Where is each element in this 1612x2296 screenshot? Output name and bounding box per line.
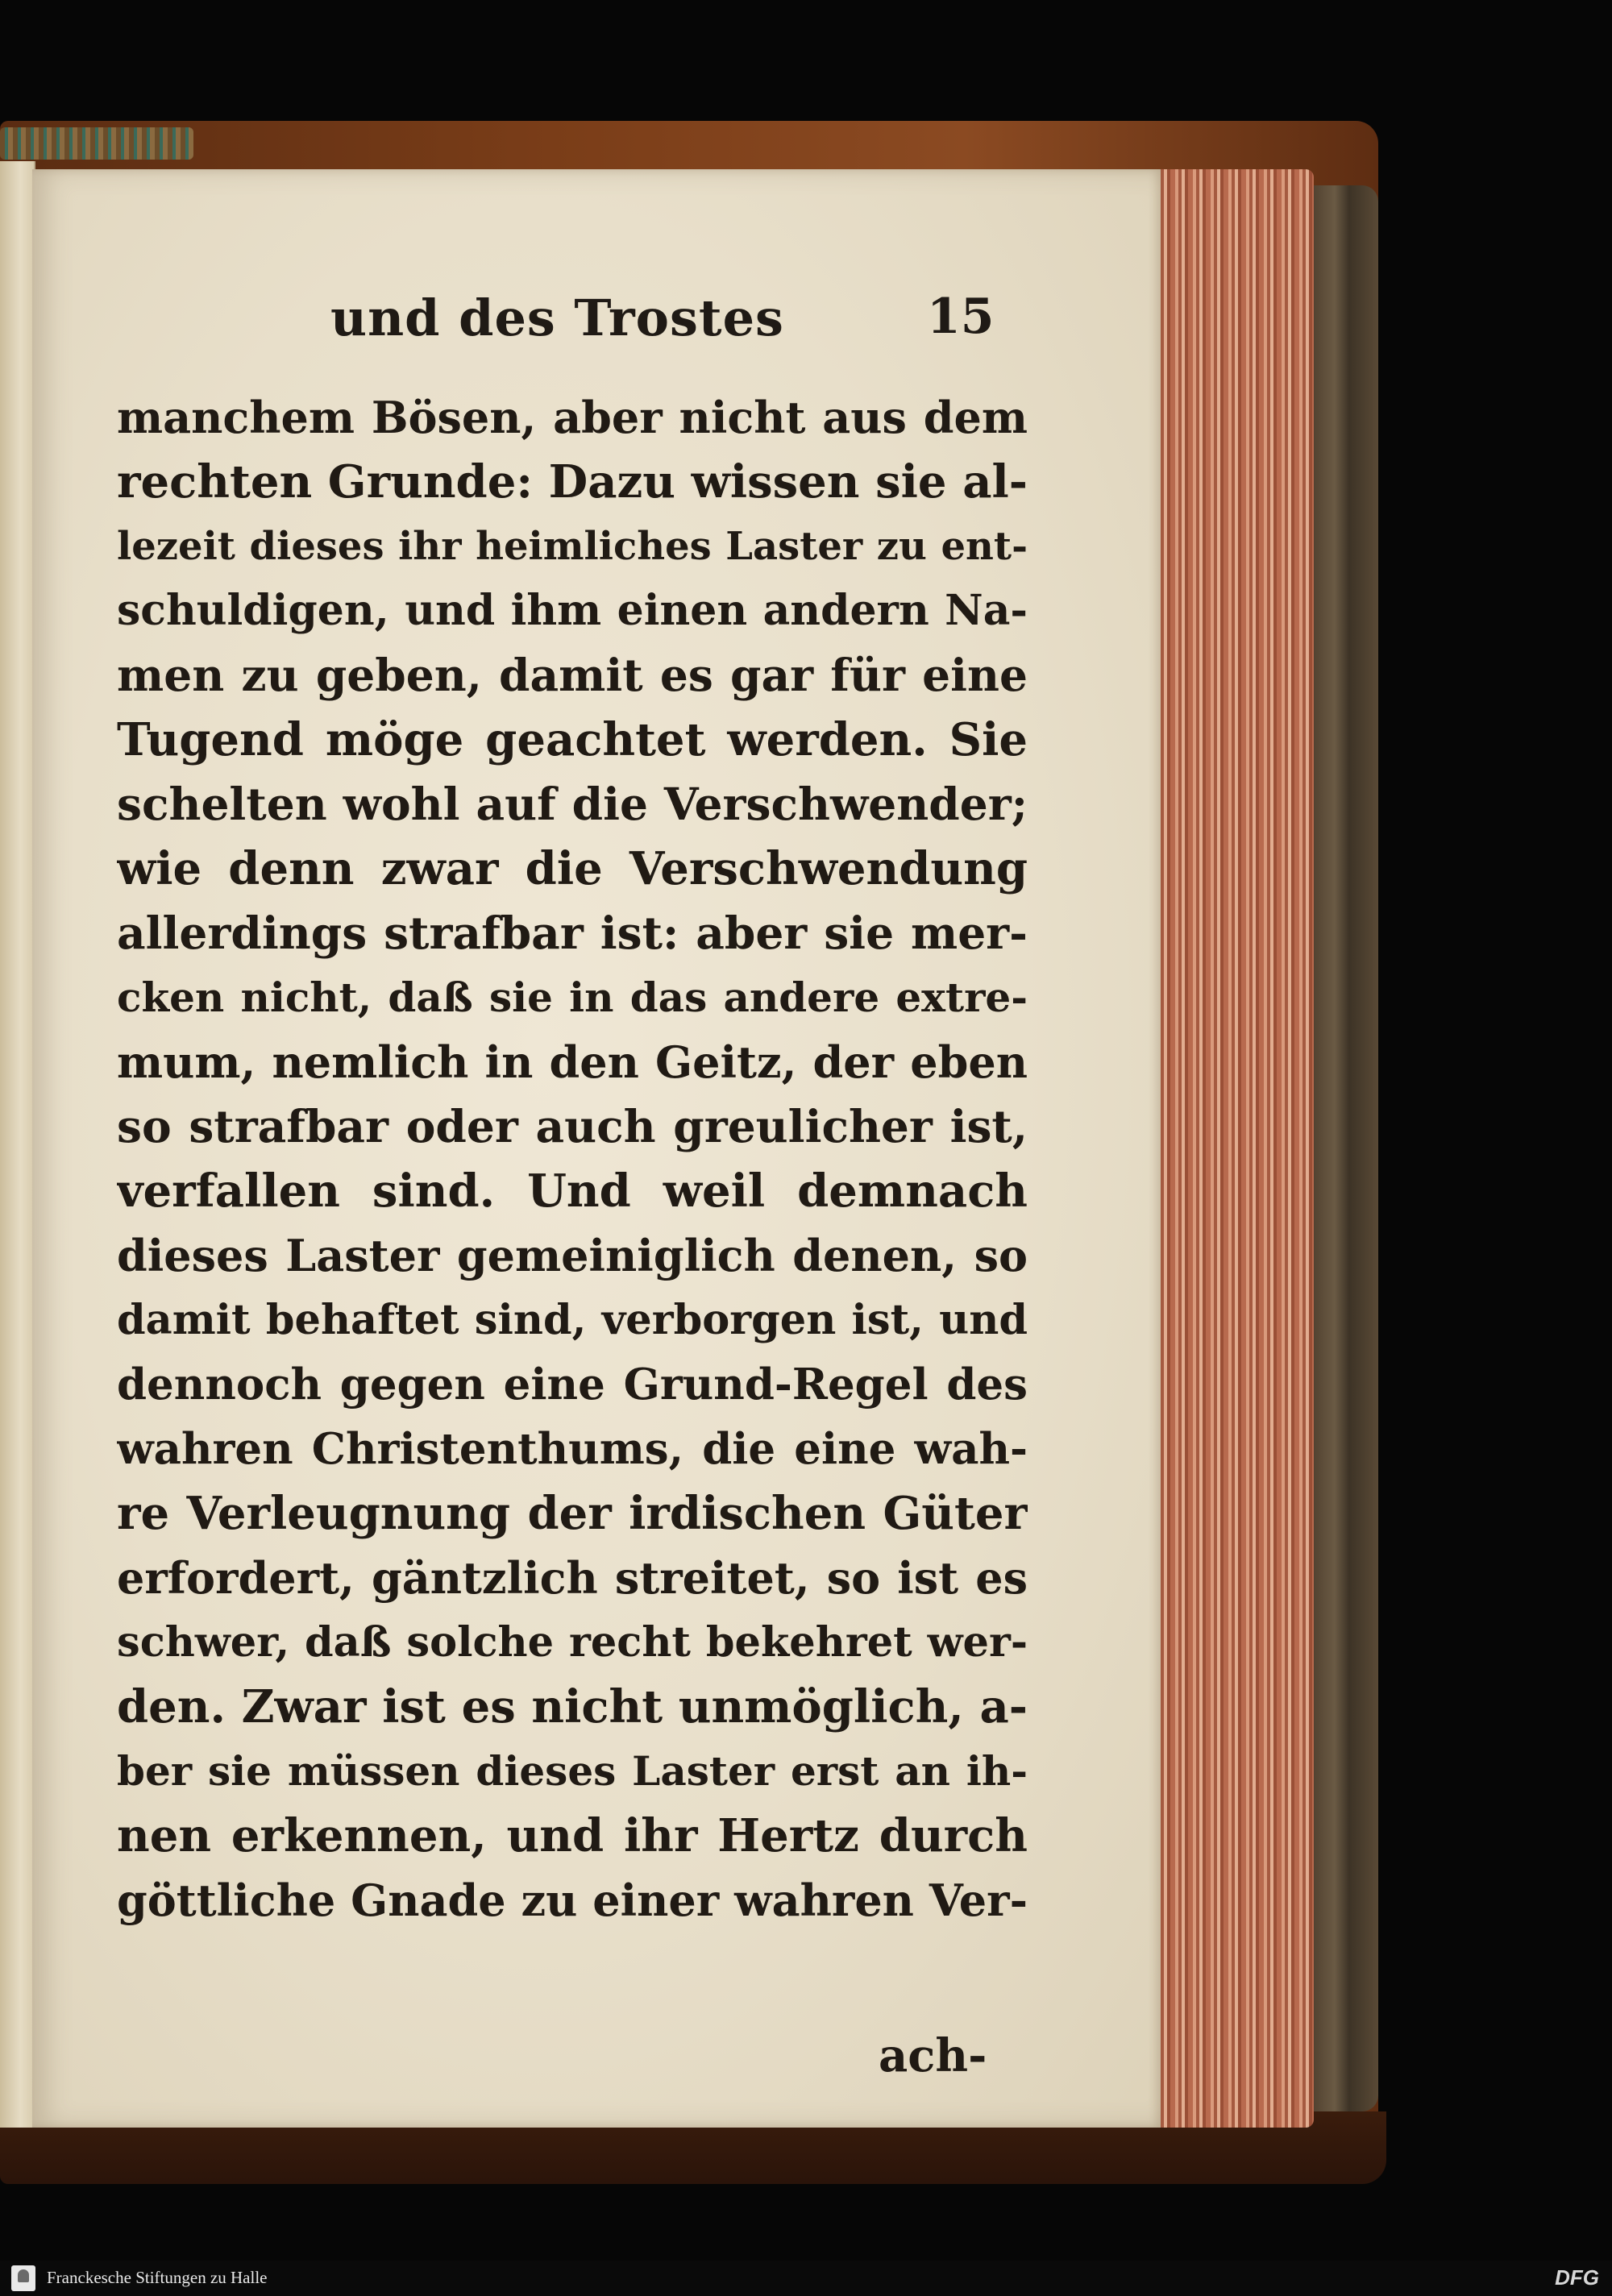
text-line: schwer, daß solche recht bekehret wer- (117, 1618, 1028, 1667)
running-head-title: und des Trostes (330, 289, 784, 347)
text-line: dennoch gegen eine Grund-Regel des (117, 1360, 1028, 1410)
text-line: Tugend möge geachtet werden. Sie (117, 713, 1028, 766)
footer-mark: DFG (1555, 2265, 1599, 2290)
running-head (32, 289, 1161, 353)
footer-institution: Franckesche Stiftungen zu Halle (47, 2268, 268, 2287)
text-line: men zu geben, damit es gar für eine (117, 649, 1028, 701)
text-line: wahren Christenthums, die eine wah- (117, 1424, 1028, 1474)
text-line: nen erkennen, und ihr Hertz durch (117, 1809, 1028, 1862)
book (0, 121, 1386, 2184)
text-line: damit behaftet sind, verborgen ist, und (117, 1296, 1028, 1344)
text-line: den. Zwar ist es nicht unmöglich, a- (117, 1680, 1028, 1733)
text-line: göttliche Gnade zu einer wahren Ver- (117, 1875, 1028, 1926)
page-number: 15 (927, 289, 995, 345)
text-line: mum, nemlich in den Geitz, der eben (117, 1036, 1028, 1088)
text-line: dieses Laster gemeiniglich denen, so (117, 1230, 1028, 1281)
text-line: re Verleugnung der irdischen Güter (117, 1487, 1028, 1540)
text-line: verfallen sind. Und weil demnach (117, 1165, 1028, 1218)
page-stack (1153, 169, 1314, 2128)
headband (0, 127, 193, 160)
text-line: allerdings strafbar ist: aber sie mer- (117, 907, 1028, 959)
text-line: schuldigen, und ihm einen andern Na- (117, 586, 1028, 635)
text-line: rechten Grunde: Dazu wissen sie al- (117, 455, 1028, 509)
text-line: wie denn zwar die Verschwendung (117, 842, 1028, 895)
logo-emblem (18, 2269, 29, 2282)
book-page (32, 169, 1161, 2128)
book-spine-edge (1306, 185, 1378, 2111)
text-line: ber sie müssen dieses Laster erst an ih- (117, 1747, 1028, 1795)
body-text (117, 385, 1028, 1933)
text-line: schelten wohl auf die Verschwender; (117, 778, 1028, 830)
text-line: cken nicht, daß sie in das andere extre- (117, 974, 1028, 1021)
text-line: manchem Bösen, aber nicht aus dem (117, 392, 1028, 443)
footer-bar (0, 2261, 1612, 2296)
catchword: ach- (879, 2029, 987, 2082)
institution-logo-icon (11, 2265, 35, 2291)
text-line: lezeit dieses ihr heimliches Laster zu ent- (117, 524, 1028, 569)
text-line: erfordert, gäntzlich streitet, so ist es (117, 1552, 1028, 1604)
facing-page-sliver (0, 161, 35, 2128)
text-line: so strafbar oder auch greulicher ist, (117, 1100, 1028, 1152)
